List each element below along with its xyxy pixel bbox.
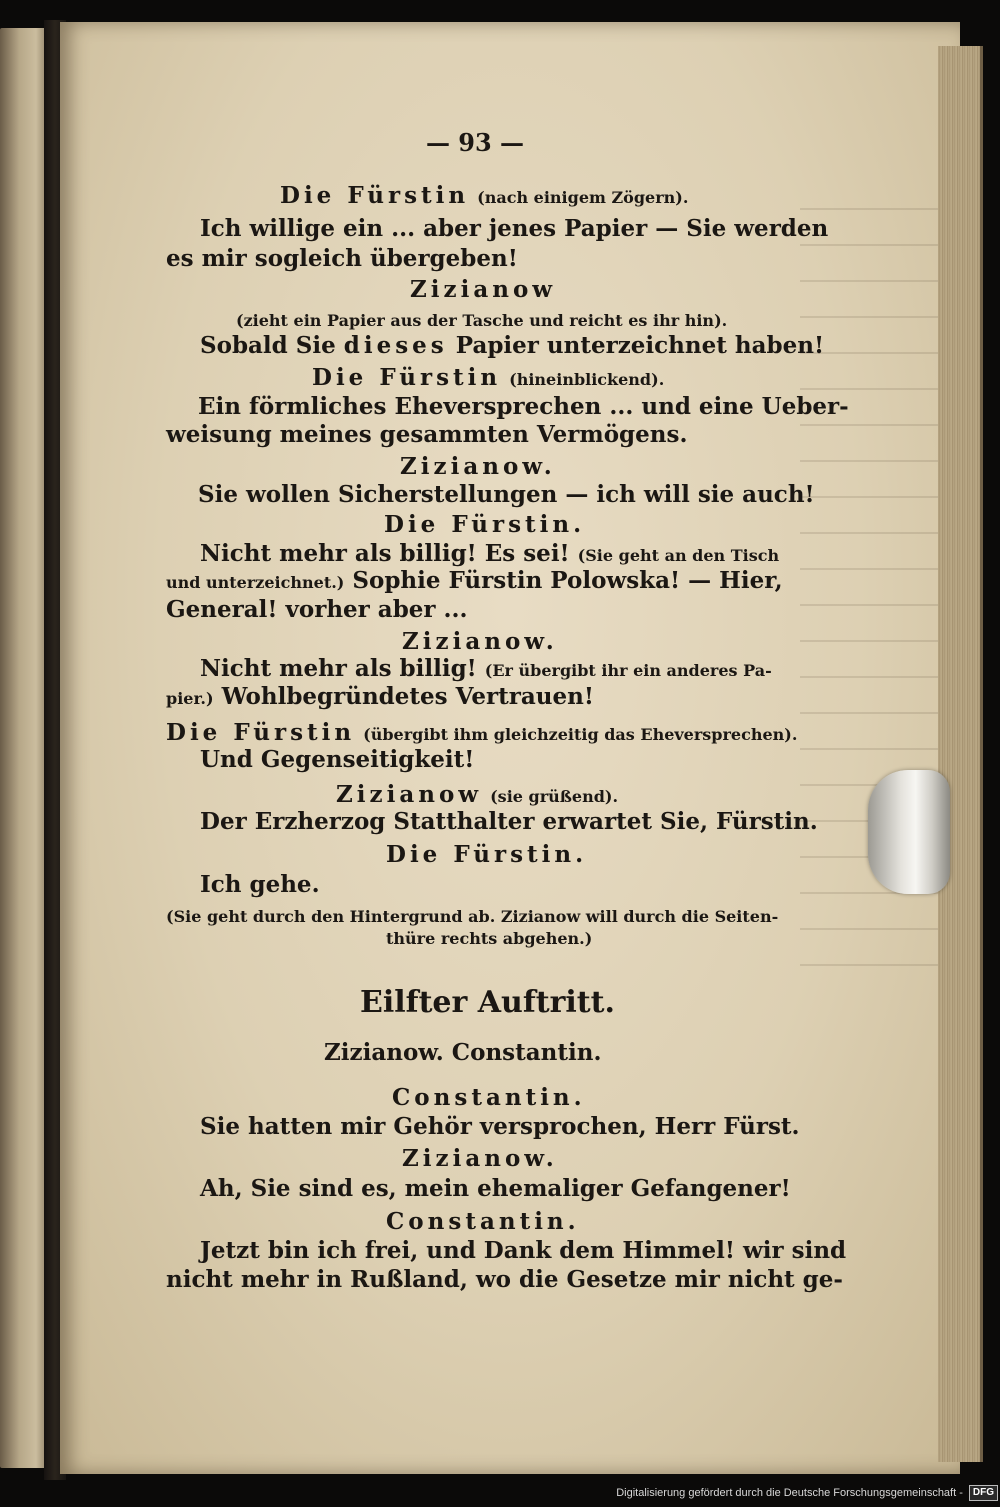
speaker-name: Zizianow xyxy=(410,276,557,303)
stage-direction: (Er übergibt ihr ein anderes Pa- xyxy=(484,661,772,680)
scene-title: Eilfter Auftritt. xyxy=(360,985,615,1020)
speaker-name: Zizianow. xyxy=(402,1145,558,1172)
stage-direction: (Sie geht an den Tisch xyxy=(577,546,780,565)
footer-credit: Digitalisierung gefördert durch die Deutsche Forschungsgemeinschaft - xyxy=(616,1487,963,1499)
text-line: Ein förmliches Eheversprechen ... und eine Ueber- xyxy=(198,393,849,420)
stage-direction: (nach einigem Zögern). xyxy=(477,188,689,207)
speaker-name: Zizianow. xyxy=(400,453,556,480)
text-line: Sie wollen Sicherstellungen — ich will sie auch! xyxy=(198,481,815,508)
text-line: Der Erzherzog Statthalter erwartet Sie, Fürstin. xyxy=(200,808,818,835)
text-line xyxy=(166,682,594,714)
text-line: Sie hatten mir Gehör versprochen, Herr Fürst. xyxy=(200,1113,800,1140)
stage-direction: (hineinblickend). xyxy=(509,370,665,389)
stage-direction: und unterzeichnet.) xyxy=(166,573,345,592)
stage-direction: pier.) xyxy=(166,689,214,708)
stage-direction: (sie grüßend). xyxy=(490,787,619,806)
spaced-word: dieses xyxy=(343,332,448,359)
facing-page-edge xyxy=(0,28,48,1468)
dfg-logo: DFG xyxy=(969,1485,998,1501)
text-line: General! vorher aber ... xyxy=(166,596,468,623)
speaker-name: Die Fürstin. xyxy=(384,511,586,538)
stage-direction: (zieht ein Papier aus der Tasche und reicht es ihr hin). xyxy=(236,311,728,330)
text-span: Sophie Fürstin Polowska! — Hier, xyxy=(352,567,783,594)
text-span: Sobald Sie xyxy=(200,332,336,359)
stage-direction: thüre rechts abgehen.) xyxy=(386,929,593,948)
text-line: Ich willige ein ... aber jenes Papier — Sie werden xyxy=(200,215,829,242)
text-line: Und Gegenseitigkeit! xyxy=(200,746,475,773)
footer xyxy=(600,1483,998,1503)
text-line: weisung meines gesammten Vermögens. xyxy=(166,421,688,448)
scene-cast: Zizianow. Constantin. xyxy=(324,1039,602,1066)
text-span: Wohlbegründetes Vertrauen! xyxy=(221,683,594,710)
speaker-name: Constantin. xyxy=(392,1084,586,1111)
speaker-name: Die Fürstin xyxy=(166,719,356,746)
text-line: Ah, Sie sind es, mein ehemaliger Gefangener! xyxy=(200,1175,791,1202)
text-line xyxy=(200,331,824,361)
text-line: Ich gehe. xyxy=(200,871,320,898)
text-line: Jetzt bin ich frei, und Dank dem Himmel! wir sind xyxy=(200,1237,847,1264)
text-span: Nicht mehr als billig! xyxy=(200,655,477,682)
speaker-name: Zizianow xyxy=(336,781,483,808)
text-span: Papier unterzeichnet haben! xyxy=(455,332,825,359)
text-line xyxy=(312,363,664,395)
text-line xyxy=(166,566,783,598)
text-line: nicht mehr in Rußland, wo die Gesetze mir nicht ge- xyxy=(166,1266,843,1293)
page-block-edge xyxy=(938,46,983,1462)
stage-direction: (Sie geht durch den Hintergrund ab. Zizianow will durch die Seiten- xyxy=(166,907,779,926)
speaker-name: Die Fürstin xyxy=(312,364,502,391)
speaker-name: Zizianow. xyxy=(402,628,558,655)
speaker-name: Constantin. xyxy=(386,1208,580,1235)
stage-direction: (übergibt ihm gleichzeitig das Eheversprechen). xyxy=(363,725,798,744)
text-line xyxy=(280,181,688,213)
page-clip xyxy=(868,770,950,894)
text-span: Nicht mehr als billig! Es sei! xyxy=(200,540,570,567)
text-line: es mir sogleich übergeben! xyxy=(166,245,518,272)
speaker-name: Die Fürstin xyxy=(280,182,470,209)
speaker-name: Die Fürstin. xyxy=(386,841,588,868)
page-number: — 93 — xyxy=(425,128,525,157)
